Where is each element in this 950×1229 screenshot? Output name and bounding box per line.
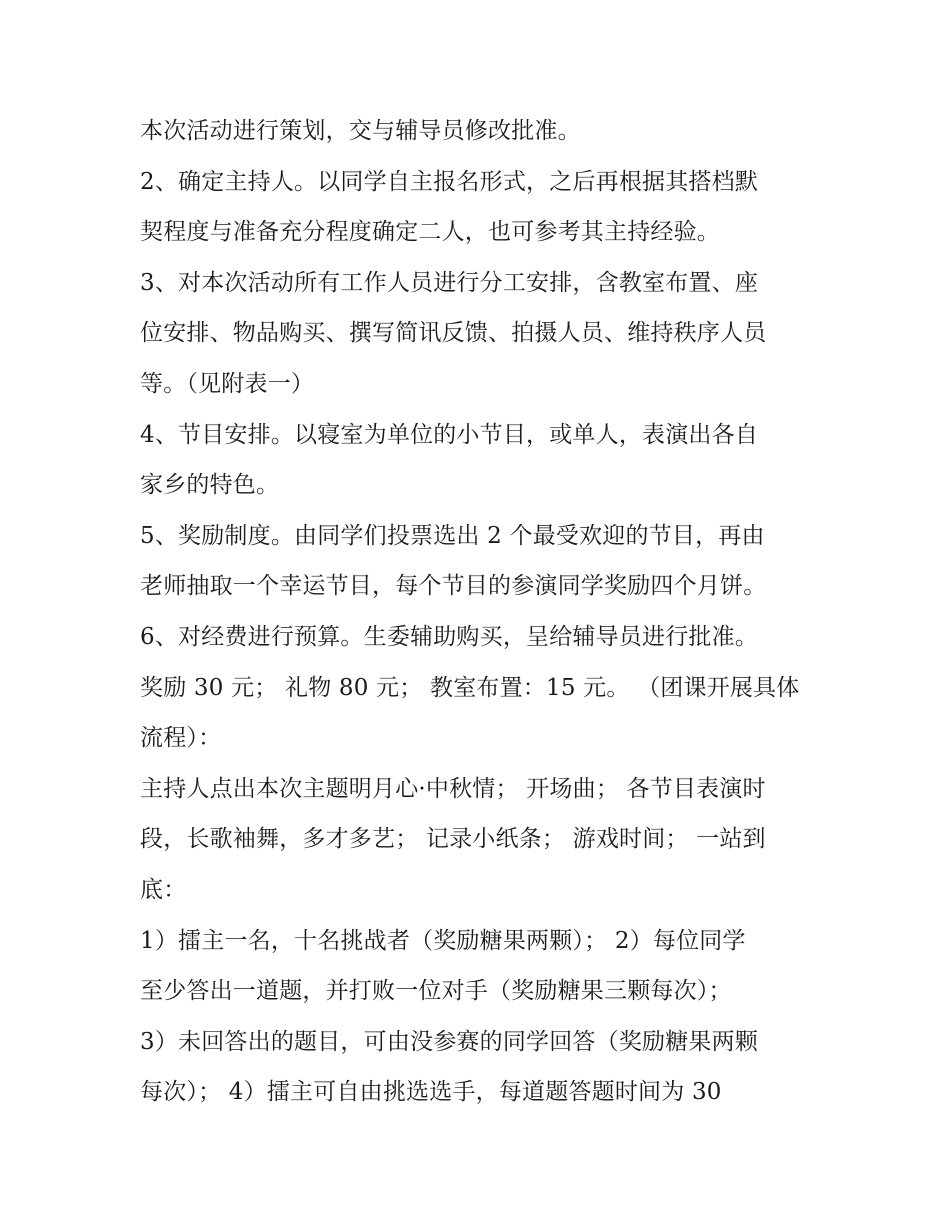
text-line: 家乡的特色。 — [140, 472, 280, 499]
document-body — [140, 106, 820, 1118]
text-line: 契程度与准备充分程度确定二人，也可参考其主持经验。 — [140, 219, 720, 246]
text-line: 奖励 30 元； 礼物 80 元； 教室布置：15 元。 （团课开展具体 — [140, 674, 800, 701]
text-line: 位安排、物品购买、撰写简讯反馈、拍摄人员、维持秩序人员 — [140, 320, 767, 347]
text-line: 至少答出一道题，并打败一位对手（奖励糖果三颗每次）； — [140, 978, 732, 1005]
text-line: 3）未回答出的题目，可由没参赛的同学回答（奖励糖果两颗 — [140, 1028, 759, 1055]
text-line: 6、对经费进行预算。生委辅助购买，呈给辅导员进行批准。 — [140, 623, 759, 650]
text-line: 3、对本次活动所有工作人员进行分工安排，含教室布置、座 — [140, 269, 759, 296]
text-line: 等。（见附表一） — [140, 370, 315, 397]
text-line: 每次）； 4）擂主可自由挑选选手，每道题答题时间为 30 — [140, 1079, 722, 1106]
text-line: 底： — [140, 876, 187, 903]
text-line: 2、确定主持人。以同学自主报名形式，之后再根据其搭档默 — [140, 168, 759, 195]
text-line: 本次活动进行策划，交与辅导员修改批准。 — [140, 118, 581, 144]
text-line: 流程）： — [140, 725, 222, 752]
text-line: 主持人点出本次主题明月心·中秋情； 开场曲； 各节目表演时 — [140, 775, 766, 802]
text-line: 1）擂主一名，十名挑战者（奖励糖果两颗）； 2）每位同学 — [140, 927, 746, 954]
text-line: 段，长歌袖舞，多才多艺； 记录小纸条； 游戏时间； 一站到 — [140, 826, 766, 853]
text-line: 老师抽取一个幸运节目，每个节目的参演同学奖励四个月饼。 — [140, 573, 767, 600]
text-line: 5、奖励制度。由同学们投票选出 2 个最受欢迎的节目，再由 — [140, 522, 765, 549]
text-line: 4、节目安排。以寝室为单位的小节目，或单人，表演出各自 — [140, 421, 759, 448]
